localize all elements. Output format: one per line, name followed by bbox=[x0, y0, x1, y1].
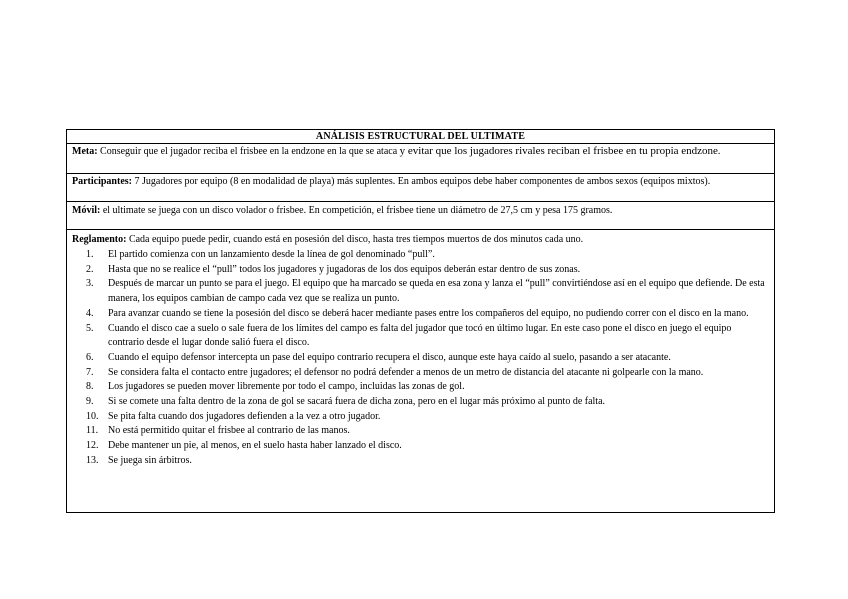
rule-text: No está permitido quitar el frisbee al contrario de las manos. bbox=[108, 425, 350, 437]
rules-list bbox=[72, 248, 769, 469]
list-item bbox=[86, 380, 769, 395]
rule-number: 9. bbox=[86, 396, 94, 408]
movil-text: el ultimate se juega con un disco volador o frisbee. En competición, el frisbee tiene un diámetro de 27,5 cm y pesa 175 gramos. bbox=[100, 205, 613, 216]
rule-text: Cuando el disco cae a suelo o sale fuera de los límites del campo es falta del jugador que tocó en último lugar. En este caso pone el disco en juego el equipo contrario desde el lugar donde salió fuera el disco. bbox=[108, 322, 732, 349]
reglamento-label: Reglamento: bbox=[72, 234, 127, 245]
rule-number: 8. bbox=[86, 381, 94, 393]
rule-text: Se juega sin árbitros. bbox=[108, 454, 192, 466]
meta-text-end: . bbox=[717, 146, 721, 157]
rule-number: 7. bbox=[86, 366, 94, 378]
rule-number: 12. bbox=[86, 440, 99, 452]
rule-number: 4. bbox=[86, 307, 94, 319]
movil-label: Móvil: bbox=[72, 205, 101, 216]
list-item bbox=[86, 322, 769, 351]
rule-text: Si se comete una falta dentro de la zona de gol se sacará fuera de dicha zona, pero en el lugar más próximo al punto de falta. bbox=[108, 396, 606, 408]
list-item bbox=[86, 366, 769, 381]
movil-row bbox=[67, 202, 774, 230]
list-item bbox=[86, 248, 769, 263]
rule-text: Cuando el equipo defensor intercepta un pase del equipo contrario recupera el disco, aunque este haya caído al suelo, pasando a ser atacante. bbox=[108, 351, 671, 363]
list-item bbox=[86, 263, 769, 278]
reglamento-intro bbox=[72, 233, 769, 246]
meta-label: Meta: bbox=[72, 146, 98, 157]
rule-number: 2. bbox=[86, 263, 94, 275]
list-item bbox=[86, 351, 769, 366]
rule-number: 13. bbox=[86, 454, 99, 466]
rule-text: Hasta que no se realice el “pull” todos los jugadores y jugadoras de los dos equipos deberán estar dentro de sus zonas. bbox=[108, 263, 581, 275]
list-item bbox=[86, 307, 769, 322]
rule-number: 11. bbox=[86, 425, 99, 437]
rule-text: Después de marcar un punto se para el juego. El equipo que ha marcado se queda en esa zona y lanza el “pull” convirtiéndose así en el equipo que defiende. De esta manera, los equipos cambian de campo cada vez que se realiza un punto. bbox=[108, 278, 765, 305]
table-title: ANÁLISIS ESTRUCTURAL DEL ULTIMATE bbox=[67, 130, 774, 144]
list-item bbox=[86, 439, 769, 454]
list-item bbox=[86, 454, 769, 469]
participantes-label: Participantes: bbox=[72, 176, 132, 187]
rule-number: 10. bbox=[86, 410, 99, 422]
meta-text-continued: y evitar que los jugadores rivales reciban el frisbee en tu propia endzone bbox=[399, 145, 718, 157]
rule-number: 6. bbox=[86, 351, 94, 363]
rule-text: Para avanzar cuando se tiene la posesión del disco se deberá hacer mediante pases entre los compañeros del equipo, no pudiendo correr con el disco en la mano. bbox=[108, 307, 749, 319]
list-item bbox=[86, 424, 769, 439]
rule-text: Los jugadores se pueden mover libremente por todo el campo, incluidas las zonas de gol. bbox=[108, 381, 465, 393]
meta-text: Conseguir que el jugador reciba el frisbee en la endzone en la que se ataca bbox=[97, 146, 400, 157]
reglamento-intro-text: Cada equipo puede pedir, cuando está en posesión del disco, hasta tres tiempos muertos de dos minutos cada uno. bbox=[126, 234, 584, 245]
rule-number: 1. bbox=[86, 249, 94, 260]
rule-text: Se considera falta el contacto entre jugadores; el defensor no podrá defender a menos de un metro de distancia del atacante ni golpearle con la mano. bbox=[108, 366, 704, 378]
rule-number: 5. bbox=[86, 322, 94, 334]
analysis-table bbox=[66, 129, 775, 513]
participantes-text: 7 Jugadores por equipo (8 en modalidad de playa) más suplentes. En ambos equipos debe haber componentes de ambos sexos (equipos mixtos). bbox=[132, 176, 711, 187]
rule-text: Debe mantener un pie, al menos, en el suelo hasta haber lanzado el disco. bbox=[108, 440, 402, 452]
list-item bbox=[86, 277, 769, 306]
rule-number: 3. bbox=[86, 278, 94, 290]
list-item bbox=[86, 395, 769, 410]
participantes-row bbox=[67, 174, 774, 202]
list-item bbox=[86, 410, 769, 425]
rule-text: El partido comienza con un lanzamiento desde la línea de gol denominado “pull”. bbox=[108, 249, 435, 260]
rule-text: Se pita falta cuando dos jugadores defienden a la vez a otro jugador. bbox=[108, 410, 381, 422]
meta-row bbox=[67, 144, 774, 174]
reglamento-row bbox=[67, 230, 774, 512]
